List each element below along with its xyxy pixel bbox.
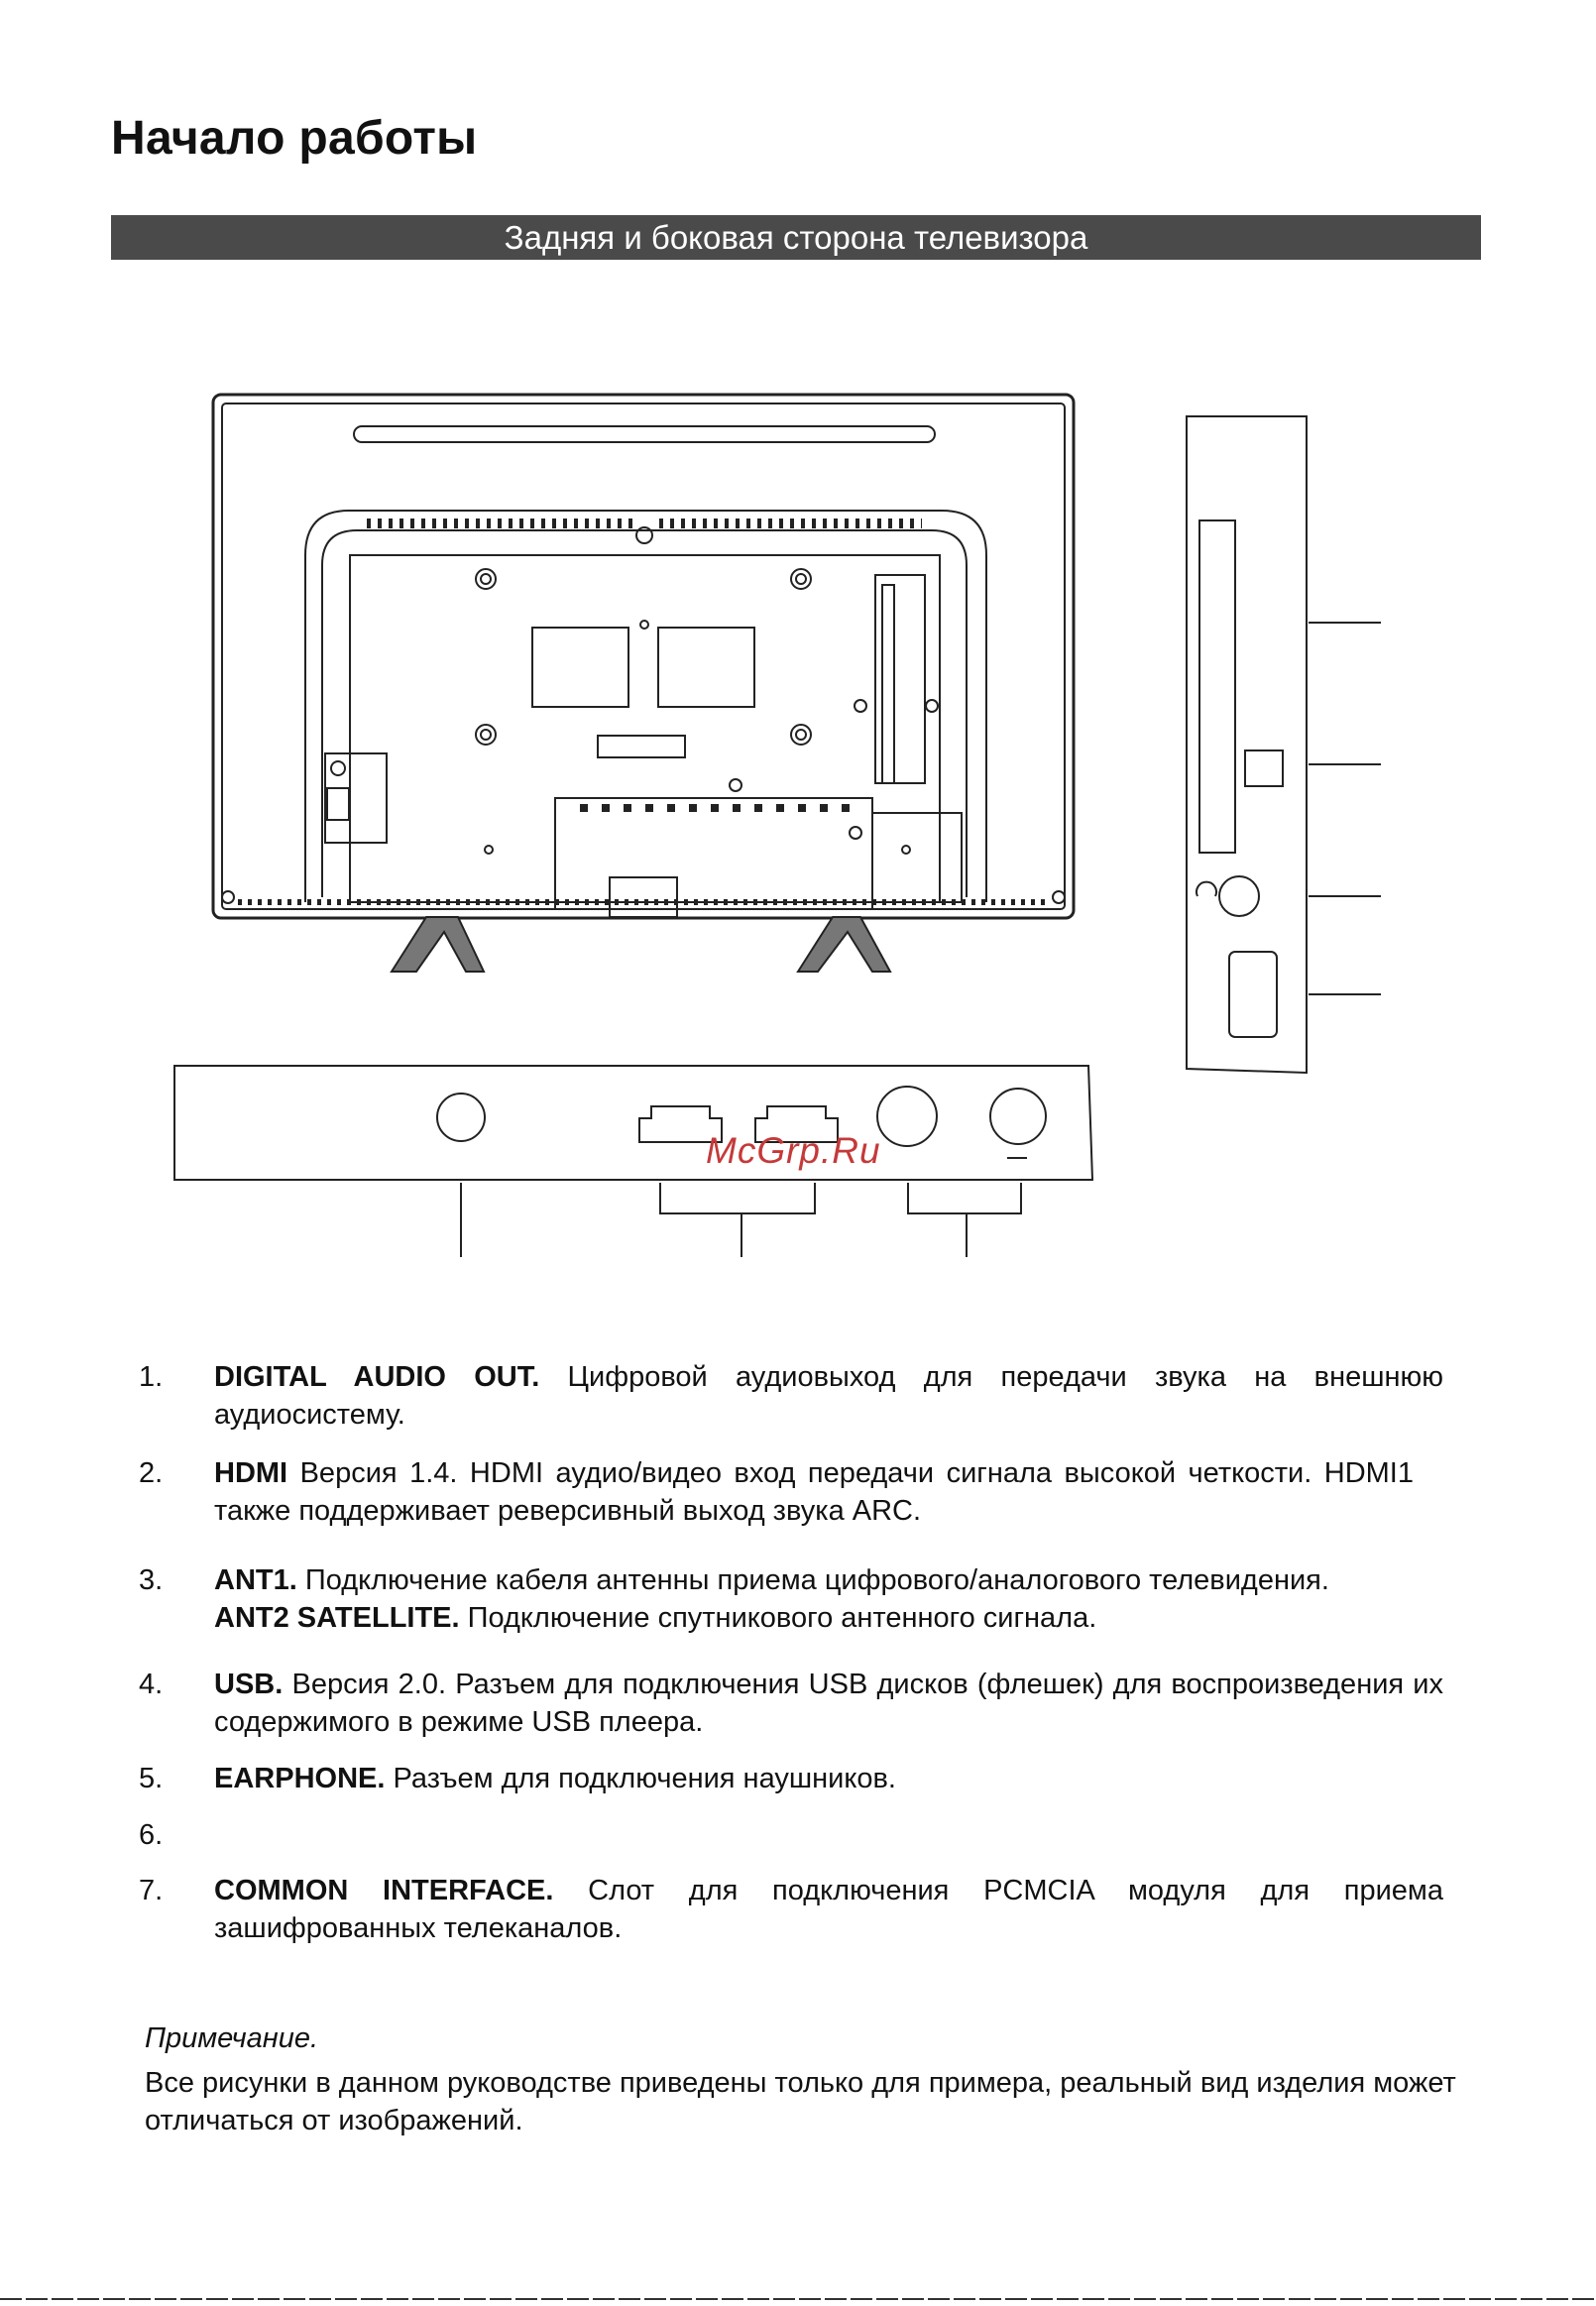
- item-text: [214, 1454, 1414, 1530]
- item-term: DIGITAL AUDIO OUT.: [214, 1361, 540, 1393]
- item-number: 2.: [139, 1457, 164, 1489]
- note-label: Примечание.: [145, 2022, 319, 2054]
- digital-audio-port-icon: [437, 1094, 485, 1141]
- section-heading: Задняя и боковая сторона телевизора: [504, 218, 1088, 256]
- item-description: Подключение спутникового антенного сигнала.: [459, 1602, 1097, 1634]
- item-description: Версия 2.0. Разъем для подключения USB дисков (флешек) для воспроизведения их содержимого в режиме USB плеера.: [214, 1669, 1443, 1738]
- item-text: [214, 1872, 1443, 1947]
- tv-side-panel: [1187, 416, 1381, 1073]
- item-term: ANT1.: [214, 1564, 297, 1596]
- item-description: Разъем для подключения наушников.: [385, 1763, 896, 1794]
- item-term: COMMON INTERFACE.: [214, 1875, 554, 1906]
- page-title: Начало работы: [111, 112, 478, 165]
- item-term: ANT2 SATELLITE.: [214, 1602, 460, 1634]
- page-bottom-rule: [0, 2298, 1596, 2300]
- item-term: USB.: [214, 1669, 284, 1700]
- tv-back-panel: [213, 395, 1074, 972]
- item-term: HDMI: [214, 1457, 288, 1489]
- item-description: Подключение кабеля антенны приема цифрового/аналогового телевидения.: [296, 1564, 1329, 1596]
- item-text: [214, 1760, 1443, 1797]
- item-number: 6.: [139, 1819, 164, 1851]
- item-number: 5.: [139, 1763, 164, 1794]
- item-number: 4.: [139, 1669, 164, 1700]
- tv-bottom-port-strip: [174, 1066, 1092, 1257]
- item-text: [214, 1358, 1443, 1434]
- item-number: 1.: [139, 1361, 164, 1393]
- item-term: EARPHONE.: [214, 1763, 386, 1794]
- item-description: Слот для подключения PCMCIA модуля для приема зашифрованных телеканалов.: [214, 1875, 1443, 1944]
- ant1-port-icon: [877, 1087, 937, 1146]
- item-description: Версия 1.4. HDMI аудио/видео вход передачи сигнала высокой четкости. HDMI1 также поддерживает реверсивный выход звука ARC.: [214, 1457, 1414, 1527]
- note-text: Все рисунки в данном руководстве приведены только для примера, реальный вид изделия может отличаться от изображений.: [145, 2067, 1456, 2136]
- item-number: 7.: [139, 1875, 164, 1906]
- item-description: Цифровой аудиовыход для передачи звука на внешнюю аудиосистему.: [214, 1361, 1443, 1431]
- item-text: [214, 1666, 1443, 1741]
- watermark: McGrp.Ru: [706, 1130, 881, 1171]
- item-text: [214, 1561, 1443, 1637]
- item-number: 3.: [139, 1564, 164, 1596]
- ant2-satellite-port-icon: [990, 1089, 1046, 1144]
